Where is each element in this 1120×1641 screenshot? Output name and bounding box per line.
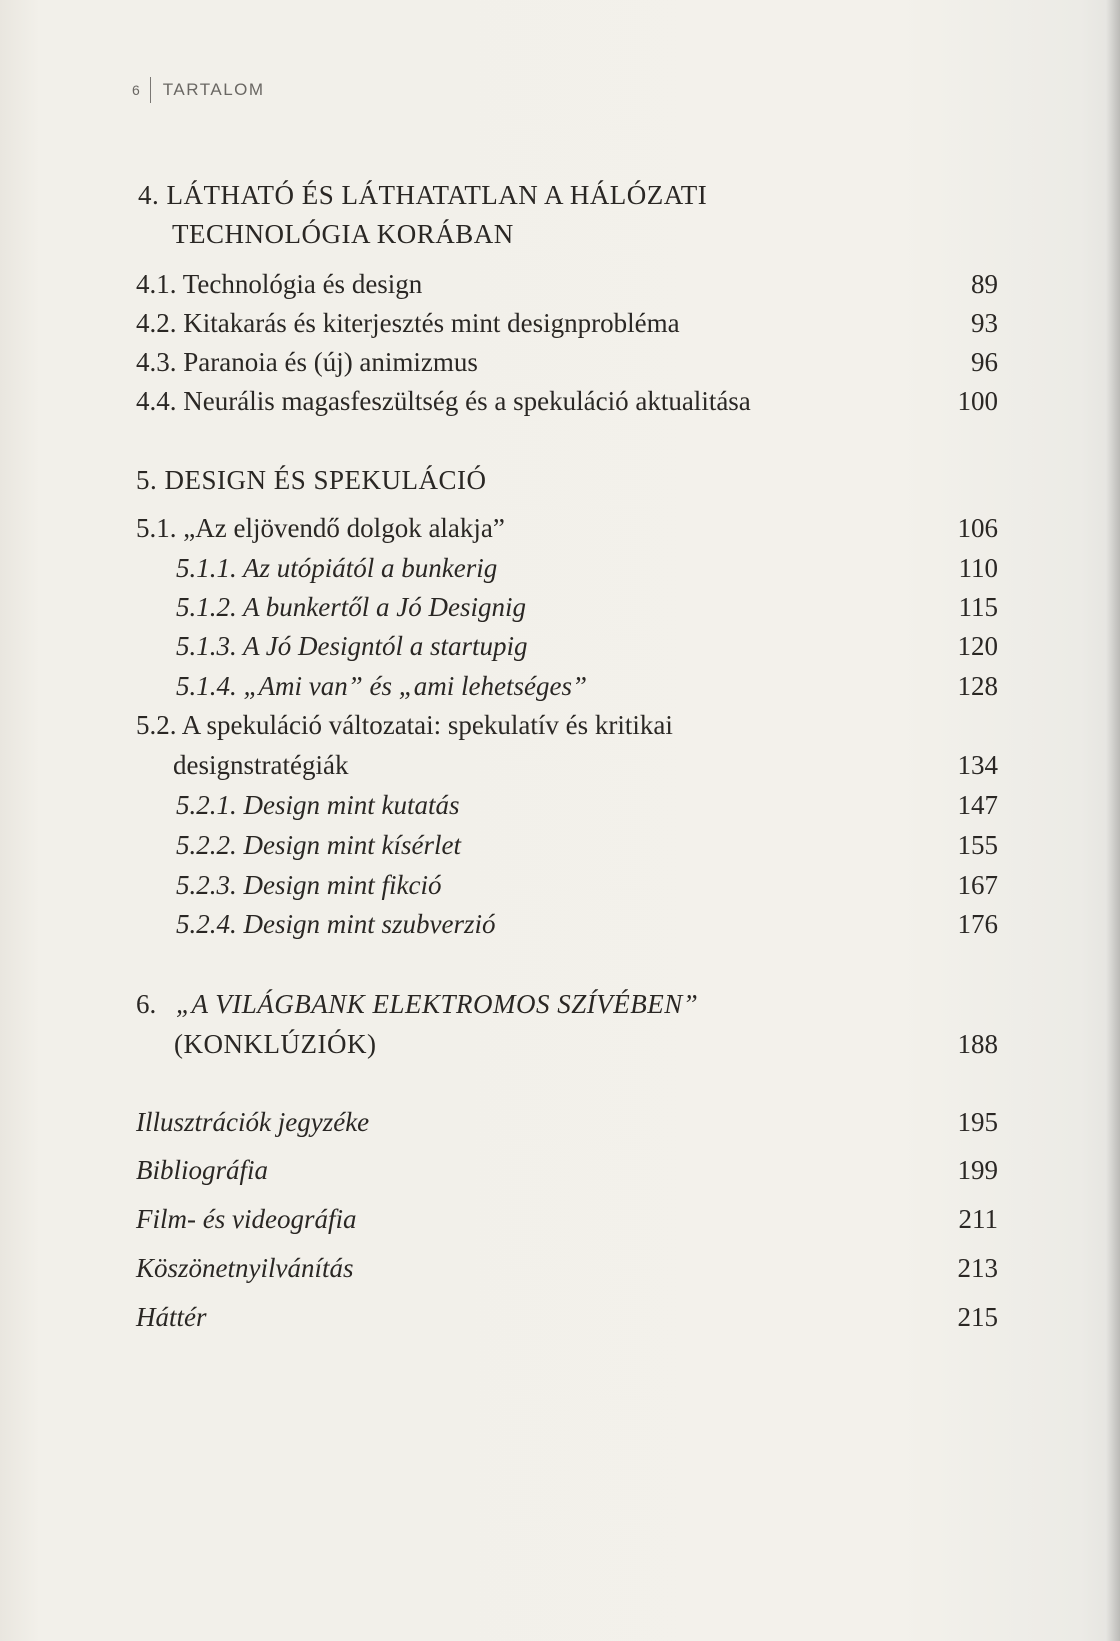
toc-entry-page: 106 [957, 513, 998, 543]
toc-entry-label-line1: 5.2. A spekuláció változatai: spekulatív és kritikai [136, 710, 673, 740]
toc-entry-label: Bibliográfia [136, 1155, 269, 1185]
chapter-4-title-line1: 4. LÁTHATÓ ÉS LÁTHATATLAN A HÁLÓZATI [138, 180, 708, 210]
toc-entry-page: 110 [958, 553, 998, 583]
toc-entry-label: 5.1.4. „Ami van” és „ami lehetséges” [176, 671, 587, 701]
toc-entry-page: 93 [971, 308, 998, 338]
toc-entry-label: 5.2.1. Design mint kutatás [176, 790, 460, 820]
toc-entry-label: 4.2. Kitakarás és kiterjesztés mint designprobléma [136, 308, 680, 338]
toc-entry-label: 5.1. „Az eljövendő dolgok alakja” [136, 513, 505, 543]
header-divider [150, 77, 151, 103]
toc-entry-page: 134 [957, 750, 998, 780]
toc-entry-page: 176 [957, 909, 998, 939]
toc-entry-label: Köszönetnyilvánítás [136, 1253, 354, 1283]
chapter-6-title-line1: „A VILÁGBANK ELEKTROMOS SZÍVÉBEN” [176, 989, 699, 1019]
toc-entry-page: 167 [957, 870, 998, 900]
toc-entry-page: 155 [957, 830, 998, 860]
toc-entry-label-line2: designstratégiák [173, 750, 349, 780]
chapter-6-entry[interactable] [0, 987, 1120, 1067]
toc-entry-page: 100 [957, 386, 998, 416]
header-title: TARTALOM [162, 80, 265, 99]
toc-entry-page: 89 [971, 269, 998, 299]
toc-entry-page: 115 [958, 592, 998, 622]
toc-entry-label: 4.1. Technológia és design [136, 269, 423, 299]
toc-entry-page: 215 [957, 1302, 998, 1332]
running-header [132, 76, 265, 104]
toc-entry-page: 128 [957, 671, 998, 701]
toc-entry-label: 5.1.3. A Jó Designtól a startupig [176, 631, 528, 661]
header-page-number: 6 [132, 82, 140, 98]
toc-entry-label: Illusztrációk jegyzéke [136, 1107, 370, 1137]
toc-entry-label: Háttér [136, 1302, 207, 1332]
toc-entry-label: 4.3. Paranoia és (új) animizmus [136, 347, 478, 377]
toc-entry-label: 5.1.2. A bunkertől a Jó Designig [176, 592, 526, 622]
toc-entry-label: 5.2.2. Design mint kísérlet [176, 830, 461, 860]
chapter-6-title-line2: (KONKLÚZIÓK) [174, 1029, 377, 1059]
toc-entry-page: 195 [957, 1107, 998, 1137]
toc-entry-page: 211 [958, 1204, 998, 1234]
toc-entry-label: 5.2.3. Design mint fikció [176, 870, 442, 900]
toc-entry-page: 188 [957, 1029, 998, 1059]
toc-entry-page: 147 [957, 790, 998, 820]
chapter-6-number: 6. [136, 989, 157, 1019]
toc-entry-label: 5.1.1. Az utópiától a bunkerig [176, 553, 498, 583]
chapter-5-title: 5. DESIGN ÉS SPEKULÁCIÓ [136, 465, 487, 495]
toc-entry-label: Film- és videográfia [136, 1204, 357, 1234]
toc-entry-page: 96 [971, 347, 998, 377]
toc-entry-page: 120 [957, 631, 998, 661]
page-edge-shadow [1106, 0, 1120, 1641]
toc-entry-page: 199 [957, 1155, 998, 1185]
toc-entry-page: 213 [957, 1253, 998, 1283]
toc-entry-label: 5.2.4. Design mint szubverzió [176, 909, 496, 939]
toc-entry-label: 4.4. Neurális magasfeszültség és a spekuláció aktualitása [136, 386, 751, 416]
toc-entry[interactable] [0, 708, 1120, 788]
chapter-4-title-line2: TECHNOLÓGIA KORÁBAN [172, 219, 514, 249]
